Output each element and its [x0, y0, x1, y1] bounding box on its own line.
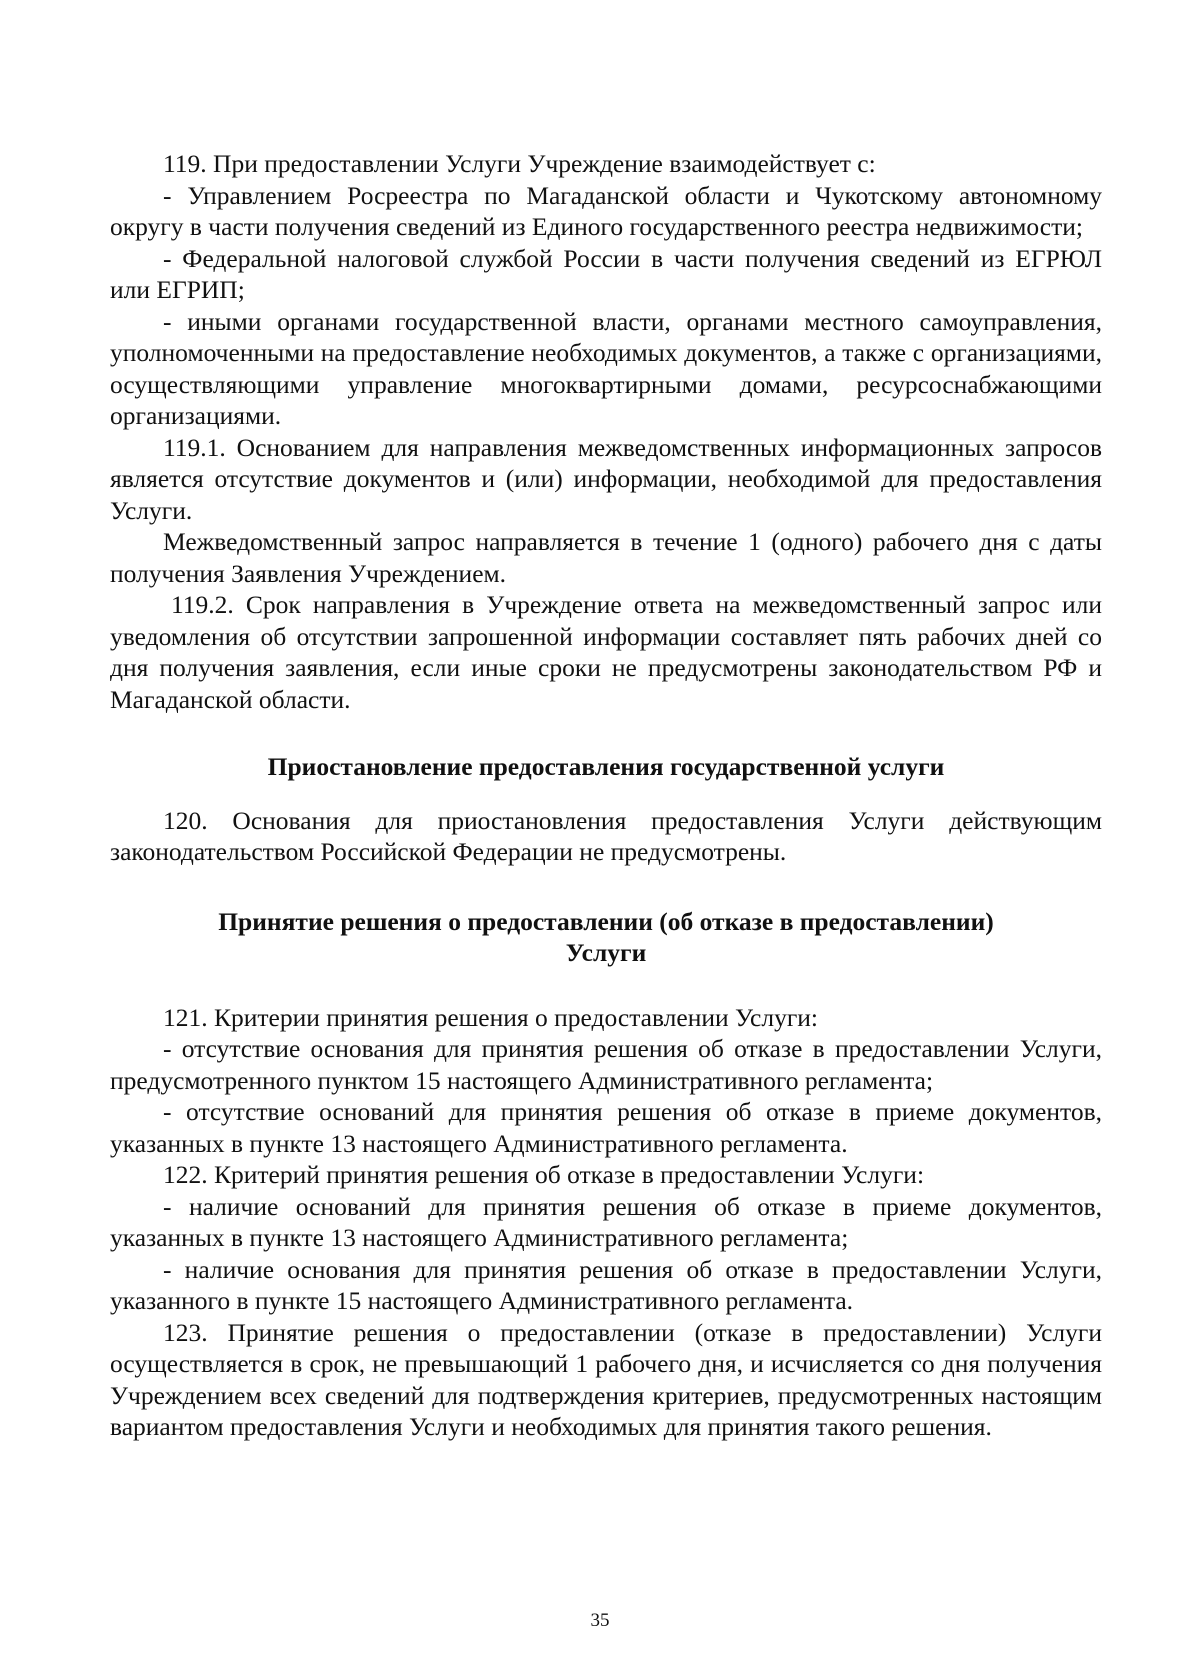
paragraph-121-no-refusal-grounds: - отсутствие основания для принятия решения об отказе в предоставлении Услуги, предусмотренного пунктом 15 настоящего Административного регламента; [110, 1034, 1102, 1095]
document-body [110, 148, 1102, 1443]
paragraph-122: 122. Критерий принятия решения об отказе в предоставлении Услуги: [163, 1160, 925, 1189]
paragraph-119-other-bodies: - иными органами государственной власти, органами местного самоуправления, уполномоченными на предоставление необходимых документов, а также с организациями, осуществляющими управление многоквартирными домами, ресурсоснабжающими организациями. [110, 306, 1102, 430]
paragraph-121: 121. Критерии принятия решения о предоставлении Услуги: [163, 1002, 819, 1032]
paragraph-120: 120. Основания для приостановления предоставления Услуги действующим законодательством Российской Федерации не предусмотрены. [110, 805, 1102, 866]
paragraph-123: 123. Принятие решения о предоставлении (отказе в предоставлении) Услуги осуществляется в срок, не превышающий 1 рабочего дня, и исчисляется со дня получения Учреждением всех сведений для подтверждения критериев, предусмотренных настоящим вариантом предоставления Услуги и необходимых для принятия такого решения. [110, 1317, 1102, 1441]
page-number: 35 [590, 1610, 610, 1631]
paragraph-119-1-request: Межведомственный запрос направляется в течение 1 (одного) рабочего дня с даты получения Заявления Учреждением. [110, 527, 1102, 588]
paragraph-119-rosreestr: - Управлением Росреестра по Магаданской области и Чукотскому автономному округу в части получения сведений из Единого государственного реестра недвижимости; [110, 180, 1102, 241]
paragraph-119: 119. При предоставлении Услуги Учреждение взаимодействует с: [163, 149, 876, 178]
paragraph-119-tax-service: - Федеральной налоговой службой России в части получения сведений из ЕГРЮЛ или ЕГРИП; [110, 243, 1102, 304]
paragraph-121-no-rejection-grounds: - отсутствие оснований для принятия решения об отказе в приеме документов, указанных в пункте 13 настоящего Административного регламента. [110, 1097, 1102, 1158]
section-heading-decision-line-2: Услуги [565, 938, 647, 967]
paragraph-119-2: 119.2. Срок направления в Учреждение ответа на межведомственный запрос или уведомления об отсутствии запрошенной информации составляет пять рабочих дней со дня получения заявления, если иные сроки не предусмотрены законодательством РФ и Магаданской области. [110, 590, 1102, 714]
section-heading-decision [110, 906, 1102, 969]
paragraph-122-rejection-grounds: - наличие оснований для принятия решения об отказе в приеме документов, указанных в пункте 13 настоящего Административного регламента; [110, 1191, 1102, 1252]
paragraph-122-refusal-grounds: - наличие основания для принятия решения об отказе в предоставлении Услуги, указанного в пункте 15 настоящего Административного регламента. [110, 1254, 1102, 1315]
section-heading-decision-line-1: Принятие решения о предоставлении (об отказе в предоставлении) [218, 906, 994, 936]
paragraph-119-1: 119.1. Основанием для направления межведомственных информационных запросов является отсутствие документов и (или) информации, необходимой для предоставления Услуги. [110, 432, 1102, 525]
section-heading-suspension: Приостановление предоставления государственной услуги [267, 752, 945, 781]
